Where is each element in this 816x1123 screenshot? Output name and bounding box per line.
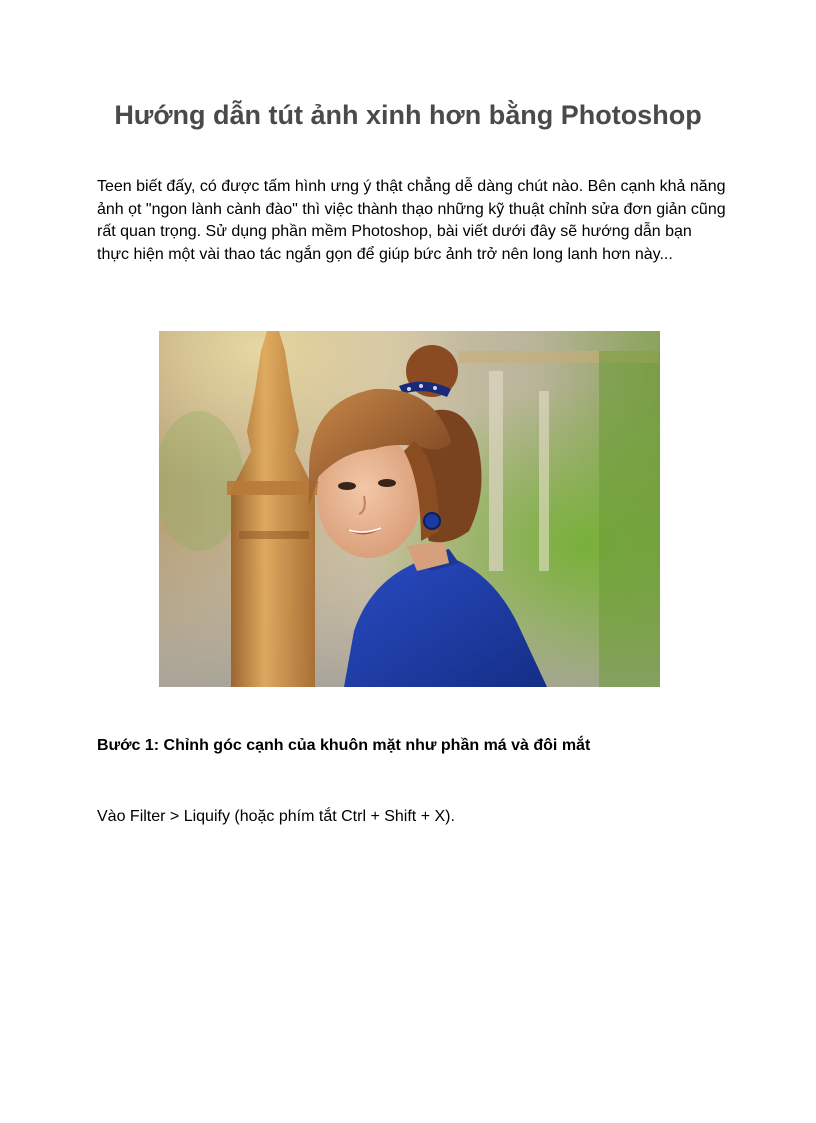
page-title: Hướng dẫn tút ảnh xinh hơn bằng Photoshop (114, 100, 702, 130)
intro-paragraph: Teen biết đấy, có được tấm hình ưng ý thật chẳng dễ dàng chút nào. Bên cạnh khả năng ảnh ọt "ngon lành cành đào" thì việc thành thạo những kỹ thuật chỉnh sửa đơn giản cũng rất quan trọng. Sử dụng phần mềm Photoshop, bài viết dưới đây sẽ hướng dẫn bạn thực hiện một vài thao tác ngắn gọn để giúp bức ảnh trở nên long lanh hơn này... (97, 178, 726, 263)
step-1-text: Vào Filter > Liquify (hoặc phím tắt Ctrl + Shift + X). (97, 808, 455, 825)
step-1-heading: Bước 1: Chỉnh góc cạnh của khuôn mặt như phần má và đôi mắt (97, 737, 591, 754)
portrait-photo (159, 331, 660, 687)
